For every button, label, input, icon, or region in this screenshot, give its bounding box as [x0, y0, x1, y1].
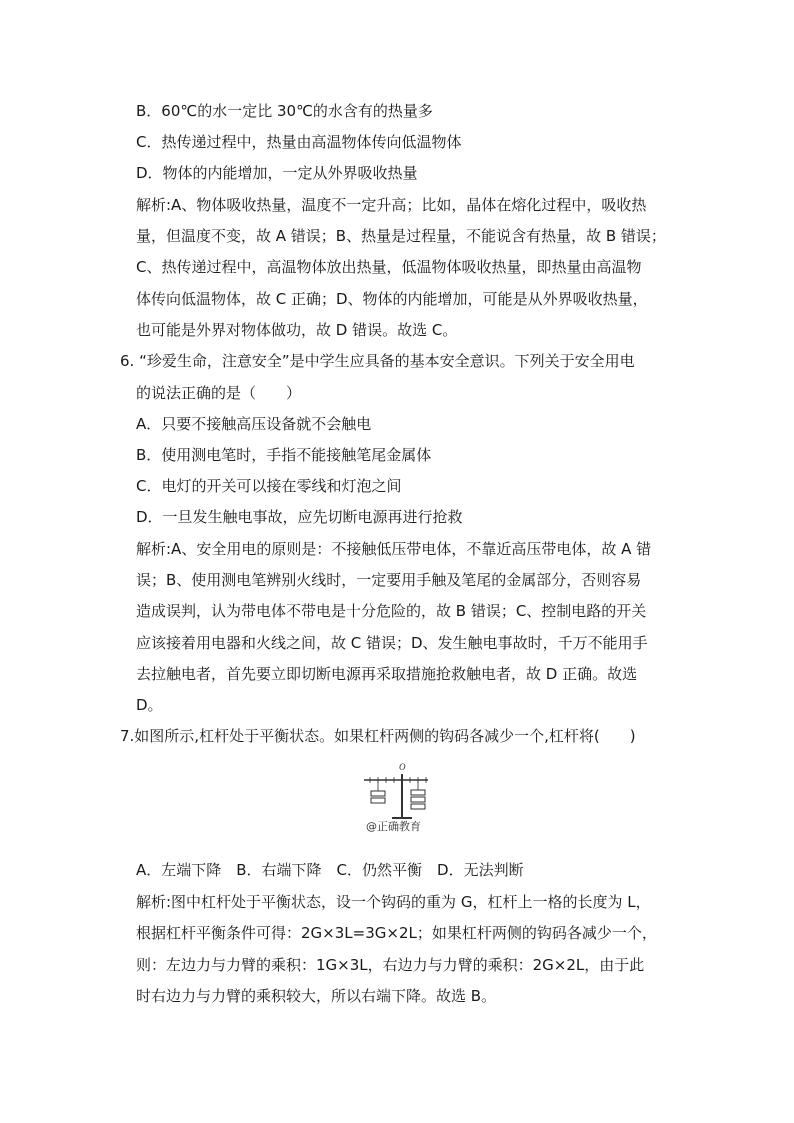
- q5-analysis-line: 体传向低温物体，故 C 正确；D、物体的内能增加，可能是从外界吸收热量，: [136, 290, 648, 308]
- q7-options: A．左端下降 B．右端下降 C．仍然平衡 D．无法判断: [136, 861, 524, 879]
- q6-analysis-line: 应该接着用电器和火线之间，故 C 错误；D、发生触电事故时，千万不能用手: [136, 634, 648, 652]
- left-weight: [371, 791, 385, 796]
- q6-stem-line: 6. “珍爱生命，注意安全”是中学生应具备的基本安全意识。下列关于安全用电: [120, 352, 635, 370]
- q5-option-c: C．热传递过程中，热量由高温物体传向低温物体: [136, 133, 462, 151]
- q6-analysis-line: 误；B、使用测电笔辨别火线时，一定要用手触及笔尾的金属部分，否则容易: [136, 571, 642, 589]
- q6-option-c: C．电灯的开关可以接在零线和灯泡之间: [136, 477, 402, 495]
- right-weight: [411, 790, 425, 795]
- q5-analysis-line: 也可能是外界对物体做功，故 D 错误。故选 C。: [136, 321, 458, 339]
- q6-option-a: A．只要不接触高压设备就不会触电: [136, 415, 372, 433]
- q6-option-d: D．一旦发生触电事故，应先切断电源再进行抢救: [136, 508, 463, 526]
- q6-analysis-line: 造成误判，认为带电体不带电是十分危险的，故 B 错误；C、控制电路的开关: [136, 602, 647, 620]
- q7-analysis-line: 则：左边力与力臂的乘积：1G×3L，右边力与力臂的乘积：2G×2L，由于此: [136, 956, 645, 974]
- left-weight: [371, 798, 385, 803]
- pivot-label: O: [399, 762, 406, 772]
- q7-analysis-line: 时右边力与力臂的乘积较大，所以右端下降。故选 B。: [136, 987, 497, 1005]
- q5-analysis-line: 解析:A、物体吸收热量，温度不一定升高；比如，晶体在熔化过程中，吸收热: [136, 196, 647, 214]
- q5-option-b: B．60℃的水一定比 30℃的水含有的热量多: [136, 102, 433, 120]
- figure-caption: @正确教育: [366, 820, 421, 833]
- q5-option-d: D．物体的内能增加，一定从外界吸收热量: [136, 164, 418, 182]
- q6-analysis-line: 解析:A、安全用电的原则是：不接触低压带电体，不靠近高压带电体，故 A 错: [136, 540, 652, 558]
- q5-analysis-line: 量，但温度不变，故 A 错误；B、热量是过程量，不能说含有热量，故 B 错误；: [136, 227, 666, 245]
- right-weight: [411, 797, 425, 802]
- q6-stem-line: 的说法正确的是（ ）: [136, 384, 302, 402]
- q7-stem: 7.如图所示,杠杆处于平衡状态。如果杠杆两侧的钩码各减少一个,杠杆将( ): [120, 727, 636, 745]
- right-weight: [411, 804, 425, 809]
- q6-analysis-line: 去拉触电者，首先要立即切断电源再采取措施抢救触电者，故 D 正确。故选: [136, 665, 638, 683]
- q7-analysis-line: 根据杠杆平衡条件可得：2G×3L=3G×2L；如果杠杆两侧的钩码各减少一个，: [136, 924, 657, 942]
- q6-option-b: B．使用测电笔时，手指不能接触笔尾金属体: [136, 446, 432, 464]
- q6-analysis-line: D。: [136, 696, 163, 714]
- q5-analysis-line: C、热传递过程中，高温物体放出热量，低温物体吸收热量，即热量由高温物: [136, 258, 642, 276]
- q7-analysis-line: 解析:图中杠杆处于平衡状态，设一个钩码的重为 G，杠杆上一格的长度为 L，: [136, 893, 651, 911]
